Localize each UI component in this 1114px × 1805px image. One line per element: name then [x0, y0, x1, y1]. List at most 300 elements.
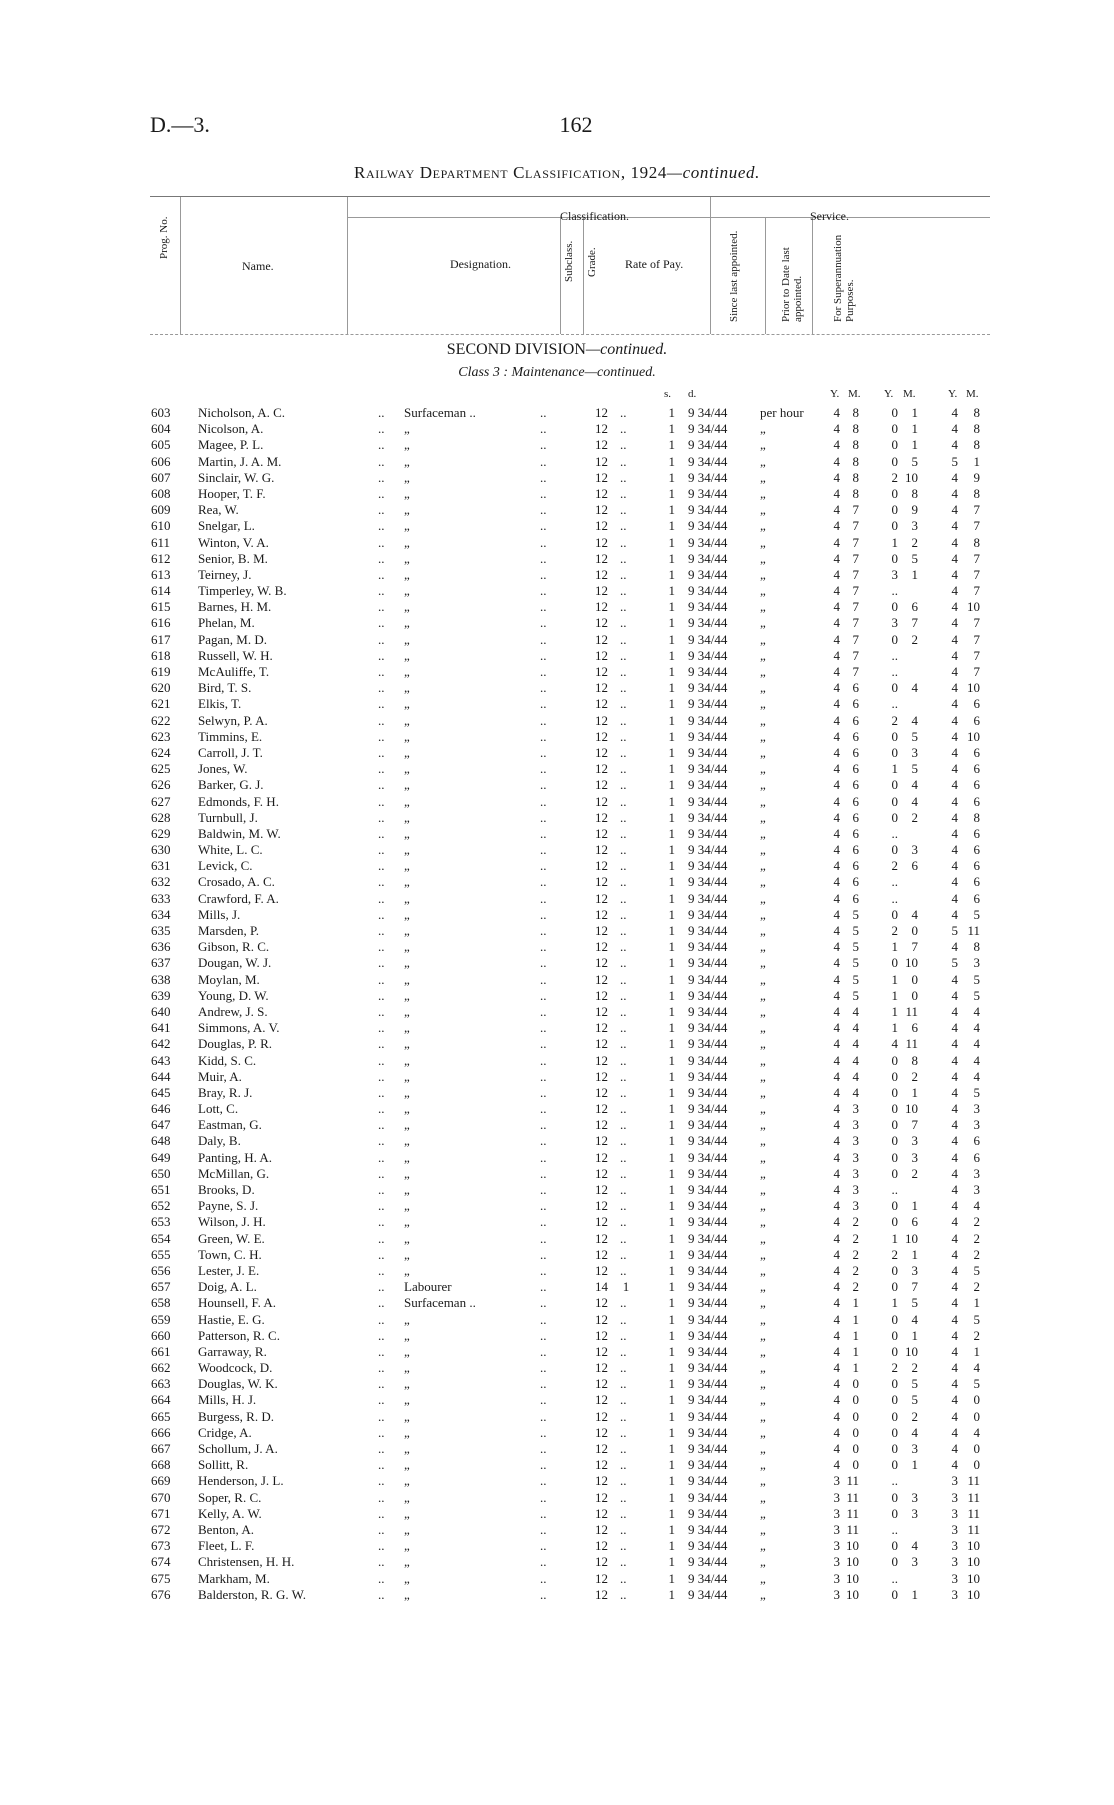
prog-no: 643	[151, 1052, 171, 1068]
rate-period: „	[760, 1246, 766, 1262]
super-months: 6	[973, 761, 980, 777]
designation: „	[404, 712, 410, 728]
super-months: 9	[973, 469, 980, 485]
prog-no: 606	[151, 453, 171, 469]
divider	[560, 217, 561, 334]
since-years: 4	[833, 1246, 840, 1262]
super-months: 10	[967, 728, 980, 744]
leader-dots: ..	[378, 1505, 385, 1521]
table-row	[0, 1150, 1114, 1166]
prior-years: 0	[891, 1311, 898, 1327]
leader-dots: ..	[620, 1262, 627, 1278]
leader-dots: ..	[378, 777, 385, 793]
designation: „	[404, 664, 410, 679]
prog-no: 611	[151, 534, 171, 550]
staff-name: Young, D. W.	[198, 987, 269, 1003]
staff-name: Levick, C.	[198, 858, 253, 874]
prog-no: 633	[151, 890, 171, 906]
rate-pence: 9 34/44	[688, 518, 728, 534]
staff-name: Winton, V. A.	[198, 534, 269, 550]
rate-pence: 9 34/44	[688, 469, 728, 485]
prior-years: 0	[891, 1424, 898, 1440]
super-years: 4	[951, 696, 958, 712]
prog-no: 654	[151, 1230, 171, 1246]
leader-dots: ..	[378, 1441, 385, 1456]
table-row	[0, 1085, 1114, 1101]
rate-shillings: 1	[668, 712, 675, 728]
since-years: 4	[833, 1360, 840, 1376]
since-months: 8	[852, 437, 859, 453]
rate-pence: 9 34/44	[688, 1003, 728, 1019]
divider	[347, 217, 710, 218]
rate-shillings: 1	[668, 744, 675, 760]
designation: „	[404, 858, 410, 874]
rate-shillings: 1	[668, 1376, 675, 1392]
staff-name: Lott, C.	[198, 1101, 239, 1117]
rate-pence: 9 34/44	[688, 1473, 728, 1489]
staff-name: Lester, J. E.	[198, 1262, 260, 1278]
super-months: 2	[973, 1230, 980, 1246]
class-no: 12	[595, 923, 608, 938]
prog-no: 616	[151, 615, 171, 631]
prog-no: 635	[151, 923, 171, 938]
since-years: 4	[833, 793, 840, 809]
designation: „	[404, 728, 410, 744]
class-no: 12	[595, 761, 608, 777]
rate-pence: 9 34/44	[688, 761, 728, 777]
super-months: 6	[973, 890, 980, 906]
staff-name: Marsden, P.	[198, 923, 260, 938]
prior-months: 3	[911, 1489, 918, 1505]
class-no: 12	[595, 550, 608, 566]
designation: „	[404, 744, 410, 760]
prog-no: 614	[151, 583, 171, 599]
since-months: 6	[852, 744, 859, 760]
super-years: 4	[951, 469, 958, 485]
super-years: 4	[951, 1457, 958, 1473]
since-months: 3	[852, 1165, 859, 1181]
super-years: 3	[951, 1473, 958, 1489]
leader-dots: ..	[540, 405, 547, 420]
rate-shillings: 1	[668, 1052, 675, 1068]
super-months: 10	[967, 1586, 980, 1602]
super-months: 8	[973, 421, 980, 437]
prog-no: 658	[151, 1295, 171, 1311]
designation: Surfaceman ..	[404, 1295, 476, 1311]
prog-no: 662	[151, 1360, 171, 1376]
leader-dots: ..	[540, 728, 547, 744]
rate-shillings: 1	[668, 793, 675, 809]
since-years: 4	[833, 1084, 840, 1100]
rate-pence: 9 34/44	[688, 712, 728, 728]
leader-dots: ..	[378, 1521, 385, 1537]
prior-months: 4	[911, 1311, 918, 1327]
designation: „	[404, 793, 410, 809]
rate-pence: 9 34/44	[688, 1279, 728, 1295]
section-division	[0, 341, 1114, 359]
leader-dots: ..	[620, 1133, 627, 1149]
leader-dots: ..	[620, 1343, 627, 1359]
since-months: 5	[852, 987, 859, 1003]
super-years: 4	[951, 1020, 958, 1036]
super-months: 3	[973, 1101, 980, 1117]
leader-dots: ..	[540, 437, 547, 453]
leader-dots: ..	[620, 550, 627, 566]
rate-pence: 9 34/44	[688, 502, 728, 518]
leader-dots: ..	[540, 744, 547, 760]
rate-period: „	[760, 777, 766, 793]
leader-dots: ..	[620, 809, 627, 825]
since-years: 4	[833, 955, 840, 971]
divider	[710, 217, 990, 218]
prog-no: 625	[151, 761, 171, 777]
rate-period: „	[760, 1360, 766, 1376]
class-no: 12	[595, 1570, 608, 1586]
leader-dots: ..	[540, 1586, 547, 1602]
leader-dots: ..	[620, 1198, 627, 1214]
since-months: 7	[852, 647, 859, 663]
table-row	[0, 907, 1114, 923]
table-row	[0, 1506, 1114, 1522]
leader-dots: ..	[378, 1214, 385, 1230]
since-years: 4	[833, 874, 840, 890]
rate-shillings: 1	[668, 1457, 675, 1473]
table-row	[0, 713, 1114, 729]
rate-pence: 9 34/44	[688, 534, 728, 550]
super-years: 4	[951, 1392, 958, 1408]
since-months: 3	[852, 1182, 859, 1197]
super-years: 4	[951, 1311, 958, 1327]
rate-pence: 9 34/44	[688, 1376, 728, 1392]
class-no: 12	[595, 858, 608, 874]
prior-years: 0	[891, 550, 898, 566]
since-years: 4	[833, 777, 840, 793]
designation: „	[404, 939, 410, 955]
super-months: 6	[973, 1133, 980, 1149]
rate-shillings: 1	[668, 1424, 675, 1440]
rate-pence: 9 34/44	[688, 1262, 728, 1278]
prior-years: 0	[891, 728, 898, 744]
since-years: 4	[833, 647, 840, 663]
leader-dots: ..	[378, 1133, 385, 1149]
super-months: 6	[973, 858, 980, 874]
leader-dots: ..	[540, 955, 547, 971]
prog-no: 619	[151, 664, 171, 679]
table-row	[0, 729, 1114, 745]
super-years: 4	[951, 1408, 958, 1424]
since-years: 4	[833, 1457, 840, 1473]
leader-dots: ..	[540, 761, 547, 777]
prior-years: ..	[891, 664, 898, 679]
rate-pence: 9 34/44	[688, 696, 728, 712]
rate-period: „	[760, 939, 766, 955]
super-months: 5	[973, 971, 980, 987]
leader-dots: ..	[540, 971, 547, 987]
prior-months: 6	[911, 858, 918, 874]
leader-dots: ..	[540, 1360, 547, 1376]
leader-dots: ..	[620, 1101, 627, 1117]
designation: „	[404, 1052, 410, 1068]
since-months: 7	[852, 583, 859, 599]
rate-period: „	[760, 906, 766, 922]
since-months: 10	[846, 1538, 859, 1554]
prog-no: 665	[151, 1408, 171, 1424]
rate-period: „	[760, 1441, 766, 1456]
prior-years: ..	[891, 696, 898, 712]
since-years: 4	[833, 1424, 840, 1440]
rate-period: „	[760, 1182, 766, 1197]
rate-pence: 9 34/44	[688, 809, 728, 825]
since-months: 6	[852, 809, 859, 825]
designation: „	[404, 1262, 410, 1278]
leader-dots: ..	[378, 1262, 385, 1278]
since-months: 4	[852, 1068, 859, 1084]
prior-months: 5	[911, 1392, 918, 1408]
rate-period: „	[760, 1473, 766, 1489]
leader-dots: ..	[620, 1068, 627, 1084]
super-months: 7	[973, 518, 980, 534]
rate-pence: 9 34/44	[688, 1424, 728, 1440]
table-row	[0, 680, 1114, 696]
prior-years: ..	[891, 1182, 898, 1197]
rate-period: „	[760, 761, 766, 777]
prior-months: 5	[911, 1295, 918, 1311]
col-classification: Classification.	[560, 209, 629, 223]
prior-years: 0	[891, 680, 898, 696]
staff-name: Timperley, W. B.	[198, 583, 287, 599]
leader-dots: ..	[540, 1457, 547, 1473]
leader-dots: ..	[620, 1246, 627, 1262]
leader-dots: ..	[620, 1554, 627, 1570]
rate-period: „	[760, 1117, 766, 1133]
staff-name: Hounsell, F. A.	[198, 1295, 277, 1311]
prior-months: 1	[911, 1198, 918, 1214]
super-years: 5	[951, 453, 958, 469]
designation: Labourer	[404, 1279, 452, 1295]
designation: „	[404, 1570, 410, 1586]
super-months: 11	[967, 1521, 980, 1537]
super-years: 4	[951, 825, 958, 841]
since-months: 10	[846, 1586, 859, 1602]
rate-pence: 9 34/44	[688, 1586, 728, 1602]
rate-shillings: 1	[668, 421, 675, 437]
leader-dots: ..	[620, 615, 627, 631]
leader-dots: ..	[540, 1295, 547, 1311]
class-no: 12	[595, 1198, 608, 1214]
prog-no: 670	[151, 1489, 171, 1505]
designation: „	[404, 971, 410, 987]
designation: „	[404, 955, 410, 971]
leader-dots: ..	[620, 874, 627, 890]
table-row	[0, 648, 1114, 664]
class-no: 12	[595, 906, 608, 922]
table-row	[0, 1069, 1114, 1085]
since-months: 7	[852, 566, 859, 582]
super-months: 3	[973, 1182, 980, 1197]
prog-no: 622	[151, 712, 171, 728]
class-no: 12	[595, 987, 608, 1003]
prior-years: 0	[891, 793, 898, 809]
since-years: 4	[833, 1149, 840, 1165]
prog-no: 657	[151, 1279, 171, 1295]
leader-dots: ..	[378, 696, 385, 712]
since-years: 3	[833, 1521, 840, 1537]
super-years: 3	[951, 1586, 958, 1602]
prog-no: 664	[151, 1392, 171, 1408]
prog-no: 628	[151, 809, 171, 825]
leader-dots: ..	[540, 453, 547, 469]
since-months: 11	[846, 1521, 859, 1537]
super-months: 6	[973, 777, 980, 793]
rate-period: „	[760, 1586, 766, 1602]
rate-shillings: 1	[668, 1182, 675, 1197]
super-months: 5	[973, 987, 980, 1003]
super-months: 6	[973, 842, 980, 858]
since-years: 4	[833, 890, 840, 906]
since-months: 2	[852, 1214, 859, 1230]
leader-dots: ..	[540, 631, 547, 647]
since-years: 4	[833, 1052, 840, 1068]
prior-months: 3	[911, 1441, 918, 1456]
staff-name: Russell, W. H.	[198, 647, 273, 663]
leader-dots: ..	[620, 793, 627, 809]
since-years: 4	[833, 858, 840, 874]
table-row	[0, 1279, 1114, 1295]
super-years: 3	[951, 1505, 958, 1521]
super-months: 4	[973, 1052, 980, 1068]
table-row	[0, 1473, 1114, 1489]
prog-no: 607	[151, 469, 171, 485]
rate-period: „	[760, 1505, 766, 1521]
since-years: 4	[833, 485, 840, 501]
prog-no: 630	[151, 842, 171, 858]
rate-period: „	[760, 793, 766, 809]
table-row	[0, 842, 1114, 858]
prior-months: 5	[911, 1376, 918, 1392]
title-main: Railway Department Classification, 1924	[354, 163, 667, 182]
leader-dots: ..	[540, 874, 547, 890]
super-years: 4	[951, 1343, 958, 1359]
leader-dots: ..	[620, 405, 627, 420]
table-row	[0, 1392, 1114, 1408]
staff-name: Barker, G. J.	[198, 777, 264, 793]
rate-shillings: 1	[668, 777, 675, 793]
rate-period: „	[760, 437, 766, 453]
leader-dots: ..	[540, 1117, 547, 1133]
staff-name: Senior, B. M.	[198, 550, 268, 566]
leader-dots: ..	[620, 437, 627, 453]
designation: „	[404, 1003, 410, 1019]
rate-shillings: 1	[668, 1327, 675, 1343]
prior-years: 0	[891, 1149, 898, 1165]
since-months: 0	[852, 1441, 859, 1456]
super-years: 4	[951, 405, 958, 420]
designation: „	[404, 583, 410, 599]
rate-shillings: 1	[668, 874, 675, 890]
leader-dots: ..	[540, 1020, 547, 1036]
prior-years: 0	[891, 437, 898, 453]
prior-years: ..	[891, 583, 898, 599]
leader-dots: ..	[620, 971, 627, 987]
super-years: 4	[951, 615, 958, 631]
staff-name: Christensen, H. H.	[198, 1554, 295, 1570]
col-subclass: Subclass.	[563, 240, 575, 282]
staff-name: Douglas, W. K.	[198, 1376, 278, 1392]
leader-dots: ..	[620, 1457, 627, 1473]
prog-no: 636	[151, 939, 171, 955]
since-months: 4	[852, 1003, 859, 1019]
super-years: 5	[951, 955, 958, 971]
rate-shillings: 1	[668, 923, 675, 938]
leader-dots: ..	[620, 1036, 627, 1052]
table-row	[0, 1101, 1114, 1117]
table-row	[0, 794, 1114, 810]
rate-period: „	[760, 421, 766, 437]
prior-years: 4	[891, 1036, 898, 1052]
staff-name: Cridge, A.	[198, 1424, 252, 1440]
leader-dots: ..	[378, 550, 385, 566]
rate-pence: 9 34/44	[688, 631, 728, 647]
leader-dots: ..	[540, 1343, 547, 1359]
super-years: 4	[951, 842, 958, 858]
since-months: 2	[852, 1279, 859, 1295]
leader-dots: ..	[540, 1084, 547, 1100]
designation: „	[404, 631, 410, 647]
prior-years: 0	[891, 842, 898, 858]
class-no: 12	[595, 1457, 608, 1473]
class-no: 14	[595, 1279, 608, 1295]
prior-months: 6	[911, 1020, 918, 1036]
super-years: 4	[951, 1295, 958, 1311]
prior-years: 0	[891, 955, 898, 971]
since-months: 5	[852, 971, 859, 987]
class-no: 12	[595, 1586, 608, 1602]
division-label: SECOND DIVISION	[446, 341, 586, 358]
prog-no: 648	[151, 1133, 171, 1149]
prior-years: 0	[891, 518, 898, 534]
leader-dots: ..	[620, 647, 627, 663]
staff-name: White, L. C.	[198, 842, 263, 858]
prior-months: 11	[905, 1003, 918, 1019]
leader-dots: ..	[378, 1408, 385, 1424]
since-years: 3	[833, 1570, 840, 1586]
leader-dots: ..	[620, 1505, 627, 1521]
prior-months: 7	[911, 939, 918, 955]
since-months: 6	[852, 712, 859, 728]
col-name: Name.	[242, 259, 274, 273]
prog-no: 669	[151, 1473, 171, 1489]
since-months: 7	[852, 502, 859, 518]
class-no: 12	[595, 1101, 608, 1117]
leader-dots: ..	[540, 1424, 547, 1440]
prior-months: 4	[911, 680, 918, 696]
prior-years: ..	[891, 874, 898, 890]
prog-no: 634	[151, 906, 171, 922]
staff-name: Edmonds, F. H.	[198, 793, 279, 809]
rate-period: „	[760, 1392, 766, 1408]
super-months: 10	[967, 1538, 980, 1554]
table-row	[0, 551, 1114, 567]
class-no: 12	[595, 842, 608, 858]
rate-pence: 9 34/44	[688, 1149, 728, 1165]
leader-dots: ..	[620, 1311, 627, 1327]
super-months: 1	[973, 1343, 980, 1359]
class-no: 12	[595, 1214, 608, 1230]
prior-years: 2	[891, 1360, 898, 1376]
table-row	[0, 777, 1114, 793]
class-no: 12	[595, 874, 608, 890]
since-months: 6	[852, 680, 859, 696]
